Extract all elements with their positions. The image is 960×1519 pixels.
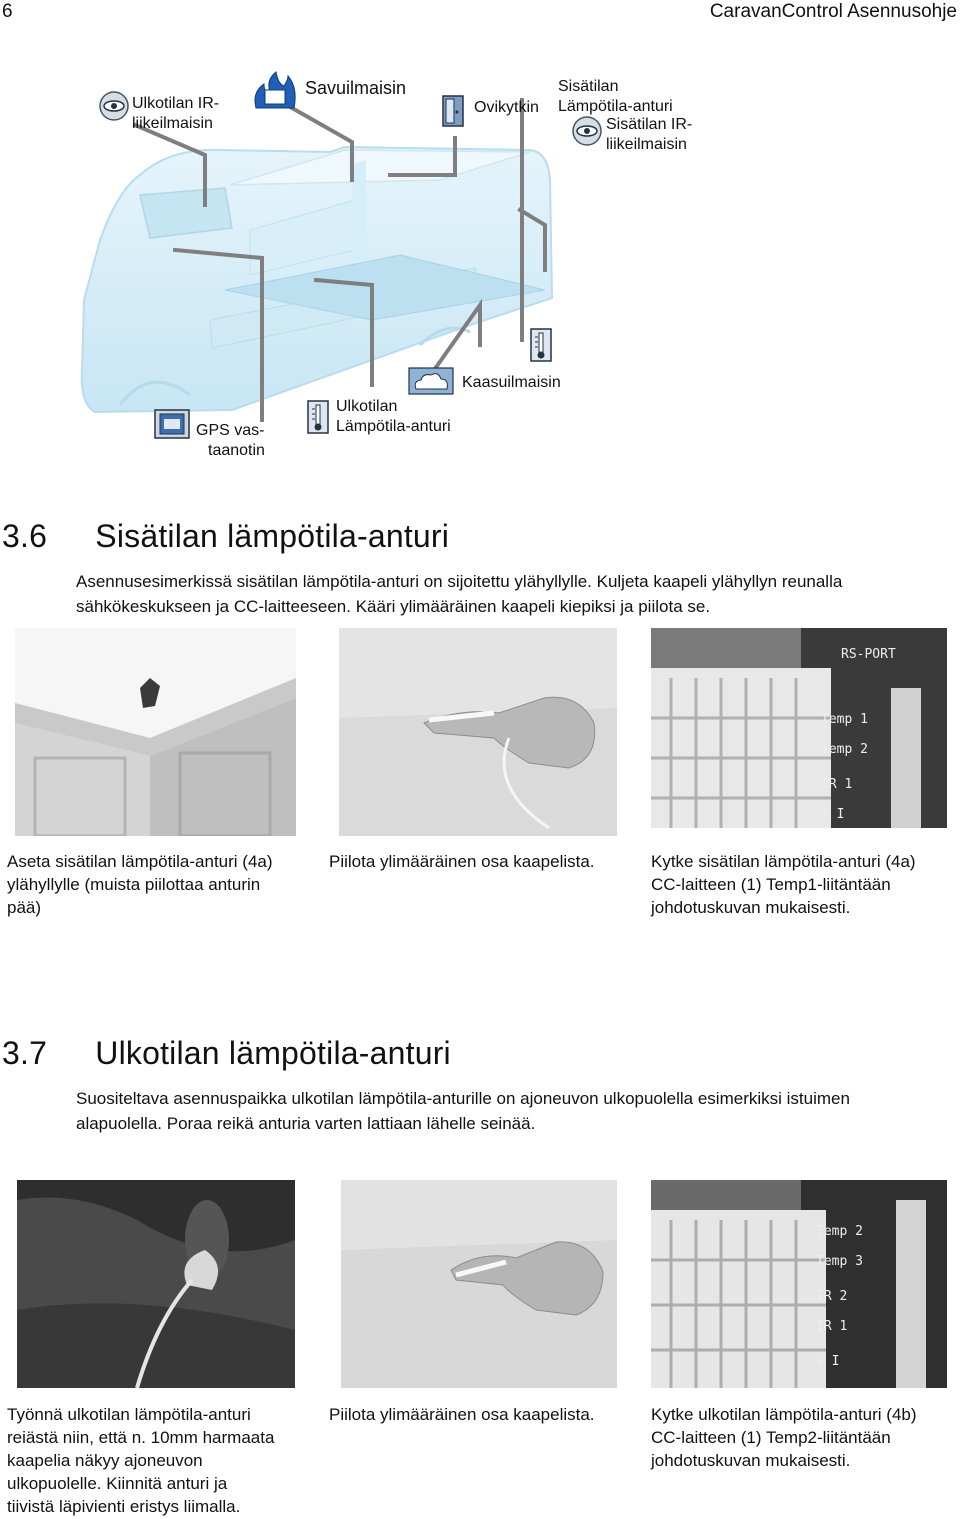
section-title: Sisätilan lämpötila-anturi bbox=[95, 518, 450, 554]
section-title: Ulkotilan lämpötila-anturi bbox=[95, 1035, 451, 1071]
label-smoke-detector: Savuilmaisin bbox=[305, 78, 407, 98]
temp-1-label: Temp 1 bbox=[821, 712, 868, 727]
sensor-placement-diagram bbox=[0, 60, 960, 470]
temp-3-label: Temp 3 bbox=[816, 1254, 863, 1269]
caption-shelf-sensor: Aseta sisätilan lämpötila-anturi (4a) ylähyllylle (muista piilottaa anturin pää) bbox=[7, 852, 273, 917]
photo-hide-cable bbox=[339, 628, 617, 836]
section-number: 3.7 bbox=[2, 1035, 48, 1071]
thermometer-icon bbox=[307, 400, 329, 434]
section-3-7-paragraph: Suositeltava asennuspaikka ulkotilan lämpötila-anturille on ajoneuvon ulkopuolella esimerkiksi istuimen alapuolella. Poraa reikä anturia varten lattiaan lähelle seinää. bbox=[76, 1089, 850, 1133]
photo-hide-cable-outdoor bbox=[341, 1180, 617, 1388]
ir-2-label: IR 2 bbox=[816, 1289, 848, 1304]
label-indoor-temp-sensor: Sisätilan Lämpötila-anturi bbox=[558, 78, 673, 115]
section-3-7-heading bbox=[2, 1035, 451, 1072]
cloud-icon bbox=[408, 367, 454, 395]
caption-terminal-block-temp1: Kytke sisätilan lämpötila-anturi (4a) CC-laitteen (1) Temp1-liitäntään johdotuskuvan mukaisesti. bbox=[651, 852, 916, 917]
caption-hide-cable: Piilota ylimääräinen osa kaapelista. bbox=[329, 852, 595, 871]
thermometer-icon bbox=[530, 328, 552, 362]
photo-shelf-sensor bbox=[15, 628, 296, 836]
plus-label: + I bbox=[816, 1354, 840, 1369]
ir-1-label: IR 1 bbox=[816, 1319, 848, 1334]
caption-hide-cable-outdoor: Piilota ylimääräinen osa kaapelista. bbox=[329, 1405, 595, 1424]
photo-outdoor-sensor-mounting bbox=[17, 1180, 295, 1388]
document-title: CaravanControl Asennusohje bbox=[709, 1, 957, 22]
label-door-switch: Ovikytkin bbox=[474, 99, 539, 116]
caption-terminal-block-temp2: Kytke ulkotilan lämpötila-anturi (4b) CC-laitteen (1) Temp2-liitäntään johdotuskuvan mukaisesti. bbox=[651, 1405, 917, 1470]
photo-terminal-block-temp1 bbox=[651, 628, 947, 828]
door-icon bbox=[442, 95, 464, 127]
page-number: 6 bbox=[2, 1, 13, 22]
gps-icon bbox=[154, 409, 190, 439]
eye-icon bbox=[572, 116, 602, 146]
label-outdoor-ir: Ulkotilan IR- liikeilmaisin bbox=[132, 95, 220, 132]
temp-2-label: Temp 2 bbox=[821, 742, 868, 757]
ir-1-label: IR 1 bbox=[821, 777, 853, 792]
fire-icon bbox=[252, 70, 298, 110]
section-number: 3.6 bbox=[2, 518, 48, 554]
plus-label: + I bbox=[821, 807, 845, 822]
section-3-6-heading bbox=[2, 518, 449, 555]
temp-2-label: Temp 2 bbox=[816, 1224, 863, 1239]
photo-terminal-block-temp2 bbox=[651, 1180, 947, 1388]
label-outdoor-temp-sensor: Ulkotilan Lämpötila-anturi bbox=[336, 398, 451, 435]
label-gps-receiver: GPS vas- taanotin bbox=[196, 422, 265, 459]
rs-port-label: RS-PORT bbox=[841, 647, 896, 662]
eye-icon bbox=[99, 91, 129, 121]
caption-outdoor-sensor-mounting: Työnnä ulkotilan lämpötila-anturi reiästä niin, että n. 10mm harmaata kaapelia näkyy ajoneuvon ulkopuolelle. Kiinnitä anturi ja tiivistä läpivienti eristys liimalla. bbox=[7, 1405, 275, 1516]
label-gas-detector: Kaasuilmaisin bbox=[462, 374, 561, 391]
label-indoor-ir: Sisätilan IR- liikeilmaisin bbox=[606, 116, 693, 153]
section-3-6-paragraph: Asennusesimerkissä sisätilan lämpötila-anturi on sijoitettu ylähyllylle. Kuljeta kaapeli ylähyllyn reunalla sähkökeskukseen ja CC-laitteeseen. Kääri ylimääräinen kaapeli kiepiksi ja piilota se. bbox=[76, 572, 843, 616]
